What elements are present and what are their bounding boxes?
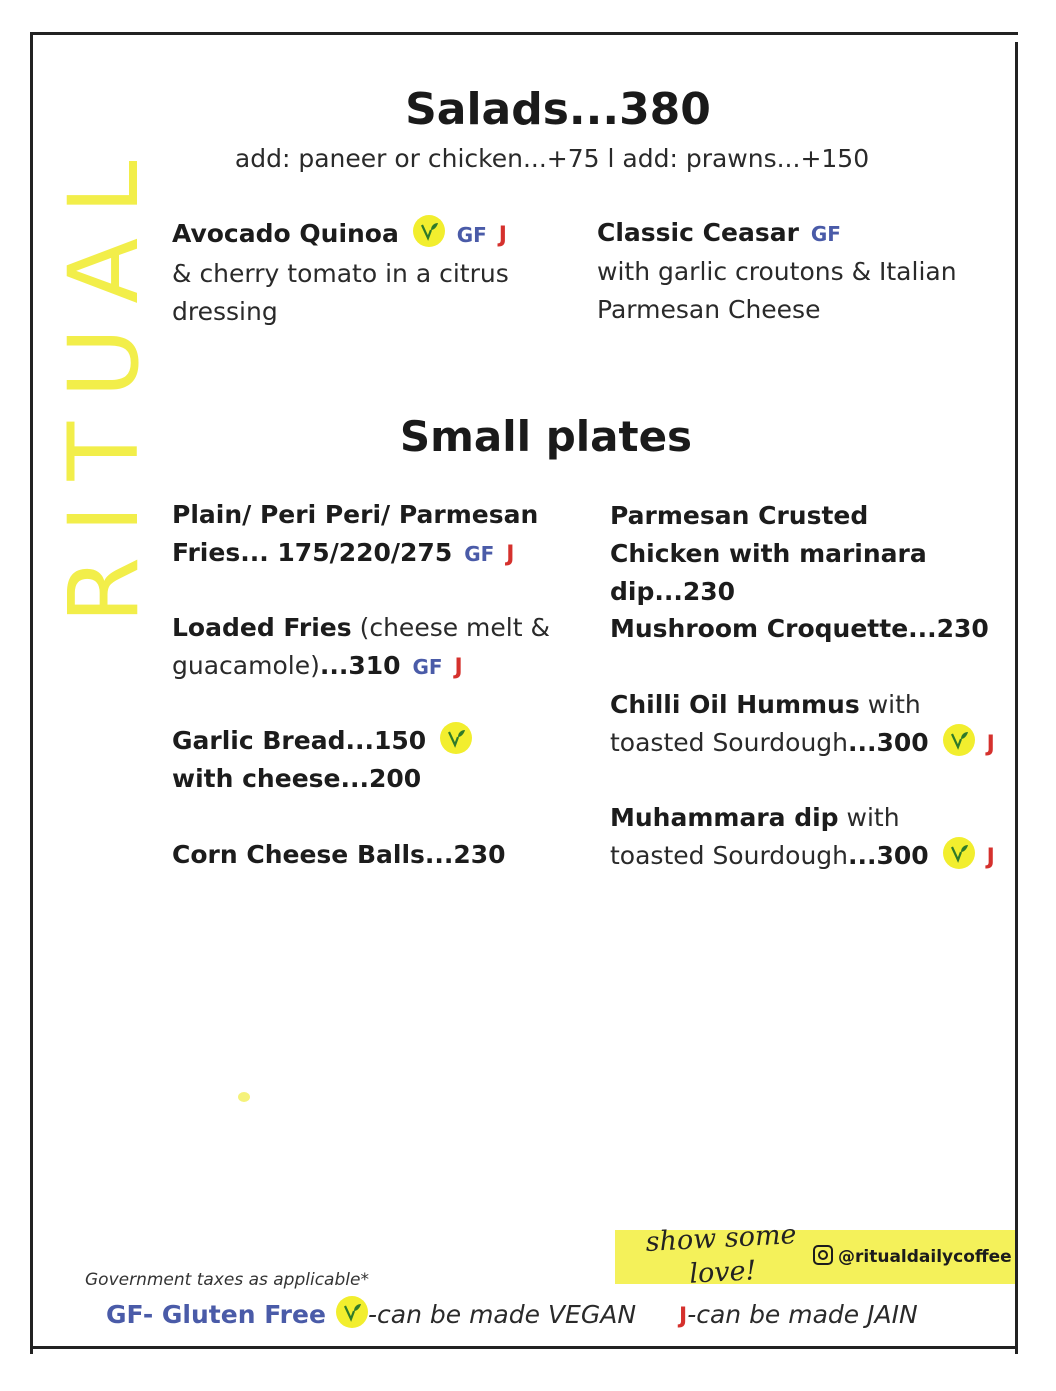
- handle-text: @ritualdailycoffee: [838, 1247, 1012, 1267]
- item-price: ...300: [848, 841, 929, 870]
- vegan-icon: [413, 215, 445, 247]
- brand-logo: RITUAL: [48, 136, 160, 624]
- decorative-dot: [238, 1092, 250, 1102]
- item-name: Avocado Quinoa: [172, 219, 399, 248]
- legend-jain: [679, 1300, 918, 1329]
- vegan-icon: [943, 837, 975, 869]
- item-description: & cherry tomato in a citrus dressing: [172, 259, 509, 326]
- instagram-icon: [813, 1245, 833, 1265]
- gluten-free-badge: GF: [456, 223, 487, 247]
- menu-item-loaded-fries: [172, 609, 552, 687]
- jain-badge: J: [454, 655, 463, 680]
- salads-title: Salads...380: [405, 84, 711, 135]
- menu-item-corn-cheese-balls: [172, 836, 552, 874]
- item-description: with toasted Sourdough: [610, 690, 921, 757]
- item-description: with garlic croutons & Italian Parmesan Cheese: [597, 257, 957, 324]
- salads-addons: add: paneer or chicken...+75 l add: prawns...+150: [234, 144, 870, 173]
- menu-item-garlic-bread: [172, 722, 552, 798]
- vegan-icon: [943, 724, 975, 756]
- legend-gluten-free: GF- Gluten Free: [106, 1300, 326, 1329]
- item-name: Loaded Fries: [172, 613, 352, 642]
- jain-badge: J: [506, 542, 515, 567]
- gluten-free-badge: GF: [810, 222, 841, 246]
- frame-right: [1015, 42, 1018, 1354]
- frame-bottom: [30, 1346, 1018, 1349]
- item-name: Parmesan Crusted Chicken with marinara dip...230: [610, 501, 927, 606]
- jain-badge: J: [679, 1304, 688, 1329]
- instagram-handle[interactable]: [813, 1247, 1012, 1267]
- frame-left: [30, 32, 33, 1354]
- show-some-love-script: show some love!: [644, 1219, 798, 1290]
- taxes-note: Government taxes as applicable*: [85, 1270, 369, 1290]
- vegan-icon: [336, 1296, 368, 1328]
- jain-badge: J: [986, 732, 995, 757]
- item-price: ...310: [319, 651, 401, 680]
- small-plates-title: Small plates: [399, 412, 693, 461]
- frame-top: [30, 32, 1018, 35]
- item-name: Plain/ Peri Peri/ Parmesan Fries... 175/220/275: [172, 500, 539, 567]
- item-description: with toasted Sourdough: [610, 803, 900, 870]
- legend-jain-text: -can be made JAIN: [687, 1300, 918, 1329]
- menu-item-avocado-quinoa: [172, 215, 552, 331]
- item-description: (cheese melt & guacamole): [172, 613, 550, 680]
- legend-vegan: [336, 1300, 636, 1332]
- item-variant: with cheese...200: [172, 764, 422, 793]
- item-price: ...300: [848, 728, 929, 757]
- menu-item-classic-ceasar: [597, 214, 987, 329]
- item-name: Chilli Oil Hummus: [610, 690, 860, 719]
- menu-item-fries: [172, 496, 542, 574]
- item-name: Garlic Bread...150: [172, 726, 427, 755]
- menu-item-parmesan-chicken: [610, 497, 980, 611]
- item-name: Muhammara dip: [610, 803, 839, 832]
- gluten-free-badge: GF: [412, 655, 443, 679]
- menu-item-chilli-oil-hummus: [610, 686, 1000, 764]
- item-name: Mushroom Croquette...230: [610, 614, 989, 643]
- legend-vegan-text: -can be made VEGAN: [368, 1300, 637, 1329]
- menu-item-mushroom-croquette: [610, 610, 990, 648]
- gluten-free-badge: GF: [464, 542, 495, 566]
- jain-badge: J: [986, 845, 995, 870]
- menu-item-muhammara-dip: [610, 799, 1000, 877]
- item-name: Classic Ceasar: [597, 218, 799, 247]
- item-name: Corn Cheese Balls...230: [172, 840, 506, 869]
- jain-badge: J: [498, 223, 507, 248]
- vegan-icon: [440, 722, 472, 754]
